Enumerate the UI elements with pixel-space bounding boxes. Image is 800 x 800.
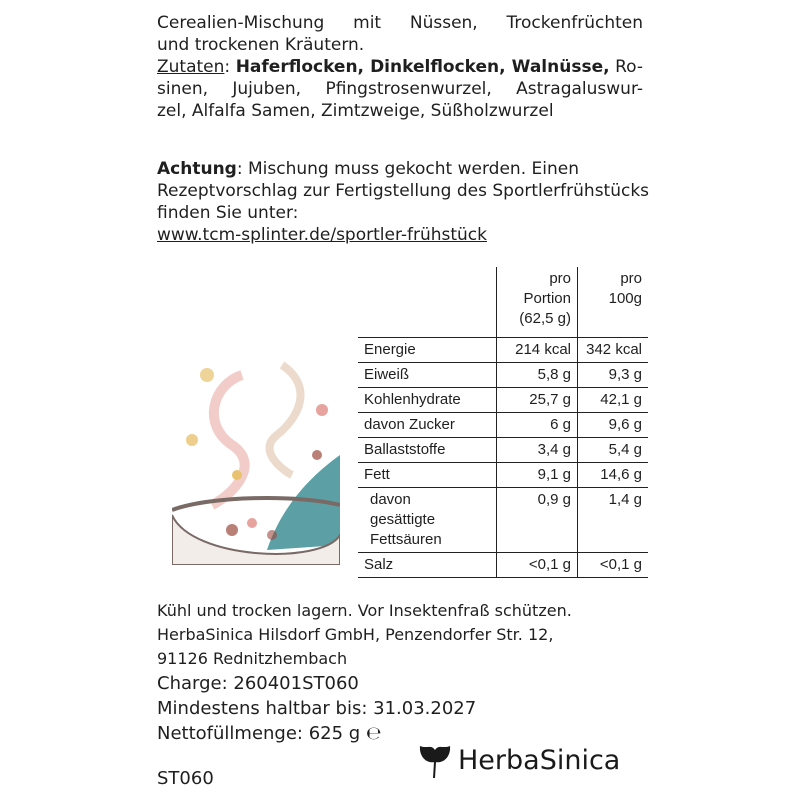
nutrient-name: Ballaststoffe xyxy=(358,438,497,463)
ingredients-line-3: zel, Alfalfa Samen, Zimtzweige, Süßholzwurzel xyxy=(157,101,554,121)
nutrient-name: Fett xyxy=(358,463,497,488)
nutrient-name: davon Zucker xyxy=(358,413,497,438)
description-line-2: und trockenen Kräutern. xyxy=(157,35,365,55)
nutrient-portion: 9,1 g xyxy=(497,463,578,488)
estimate-sign-icon: ℮ xyxy=(365,723,382,744)
best-before-date: Mindestens haltbar bis: 31.03.2027 xyxy=(157,698,477,719)
steam-swirl xyxy=(212,375,245,505)
porridge-bowl-illustration xyxy=(172,345,340,565)
product-code: ST060 xyxy=(157,768,214,789)
net-weight-value: Nettofüllmenge: 625 g xyxy=(157,723,361,744)
nutrient-per100: 5,4 g xyxy=(578,438,649,463)
nutrition-header-row xyxy=(358,267,648,338)
header-portion-line: pro xyxy=(549,270,571,287)
warning-line-3: finden Sie unter: xyxy=(157,203,299,223)
warning-line-1 xyxy=(157,158,647,180)
header-per-portion xyxy=(497,267,578,338)
logo-text: HerbaSinica xyxy=(458,744,621,776)
herbasinica-logo xyxy=(418,740,620,780)
nutrient-name-line: Fettsäuren xyxy=(370,531,442,548)
ingredients-bold: Haferflocken, Dinkelflocken, Walnüsse, xyxy=(235,57,610,77)
storage-note: Kühl und trocken lagern. Vor Insektenfraß schützen. xyxy=(157,601,572,620)
table-row xyxy=(358,363,648,388)
company-address-line-1: HerbaSinica Hilsdorf GmbH, Penzendorfer Str. 12, xyxy=(157,625,554,644)
nutrient-portion: <0,1 g xyxy=(497,553,578,578)
nutrient-portion: 0,9 g xyxy=(497,488,578,553)
nutrient-name: Kohlenhydrate xyxy=(358,388,497,413)
header-per-100g xyxy=(578,267,649,338)
table-row xyxy=(358,388,648,413)
net-weight xyxy=(157,722,381,746)
nutrient-per100: 342 kcal xyxy=(578,338,649,363)
nutrient-portion: 6 g xyxy=(497,413,578,438)
nutrient-portion: 5,8 g xyxy=(497,363,578,388)
table-row xyxy=(358,338,648,363)
ingredients-label: Zutaten xyxy=(157,57,225,77)
warning-label: Achtung xyxy=(157,159,237,179)
nutrient-per100: 42,1 g xyxy=(578,388,649,413)
table-row xyxy=(358,413,648,438)
table-row xyxy=(358,488,648,553)
warning-line1-rest: : Mischung muss gekocht werden. Einen xyxy=(236,159,579,179)
nutrient-name: Eiweiß xyxy=(358,363,497,388)
ingredients-colon: : xyxy=(224,57,231,77)
nutrient-name: Energie xyxy=(358,338,497,363)
header-portion-line: (62,5 g) xyxy=(519,310,571,327)
ingredients-line-1 xyxy=(157,56,643,78)
product-description xyxy=(157,12,643,122)
nutrient-portion: 25,7 g xyxy=(497,388,578,413)
header-portion-line: Portion xyxy=(523,290,571,307)
ingredients-line-2: sinen, Jujuben, Pfingstrosenwurzel, Astragaluswur- xyxy=(157,79,643,99)
header-empty xyxy=(358,267,497,338)
header-100g-line: pro xyxy=(620,270,642,287)
recipe-link[interactable]: www.tcm-splinter.de/sportler-frühstück xyxy=(157,225,487,245)
cooking-warning xyxy=(157,158,650,246)
header-100g-line: 100g xyxy=(608,290,642,307)
nutrient-portion: 214 kcal xyxy=(497,338,578,363)
ingredients-line1-rest: Ro- xyxy=(615,57,644,77)
nutrient-name-line: davon xyxy=(370,491,411,508)
nutrient-portion: 3,4 g xyxy=(497,438,578,463)
nutrient-name-line: gesättigte xyxy=(370,511,436,528)
ginkgo-leaf-icon xyxy=(418,742,452,778)
table-row xyxy=(358,553,648,578)
nutrient-per100: 9,3 g xyxy=(578,363,649,388)
nutrient-per100: <0,1 g xyxy=(578,553,649,578)
warning-line-2: Rezeptvorschlag zur Fertigstellung des Sportlerfrühstücks xyxy=(157,181,650,201)
nutrient-per100: 9,6 g xyxy=(578,413,649,438)
description-line-1: Cerealien-Mischung mit Nüssen, Trockenfrüchten xyxy=(157,13,643,33)
company-address-line-2: 91126 Rednitzhembach xyxy=(157,649,348,668)
nutrient-per100: 1,4 g xyxy=(578,488,649,553)
nutrient-name: Salz xyxy=(358,553,497,578)
nutrient-per100: 14,6 g xyxy=(578,463,649,488)
table-row xyxy=(358,463,648,488)
batch-number: Charge: 260401ST060 xyxy=(157,673,359,694)
table-row xyxy=(358,438,648,463)
nutrition-table xyxy=(358,267,648,578)
nutrient-name xyxy=(358,488,497,553)
steam-swirl-2 xyxy=(269,365,300,475)
